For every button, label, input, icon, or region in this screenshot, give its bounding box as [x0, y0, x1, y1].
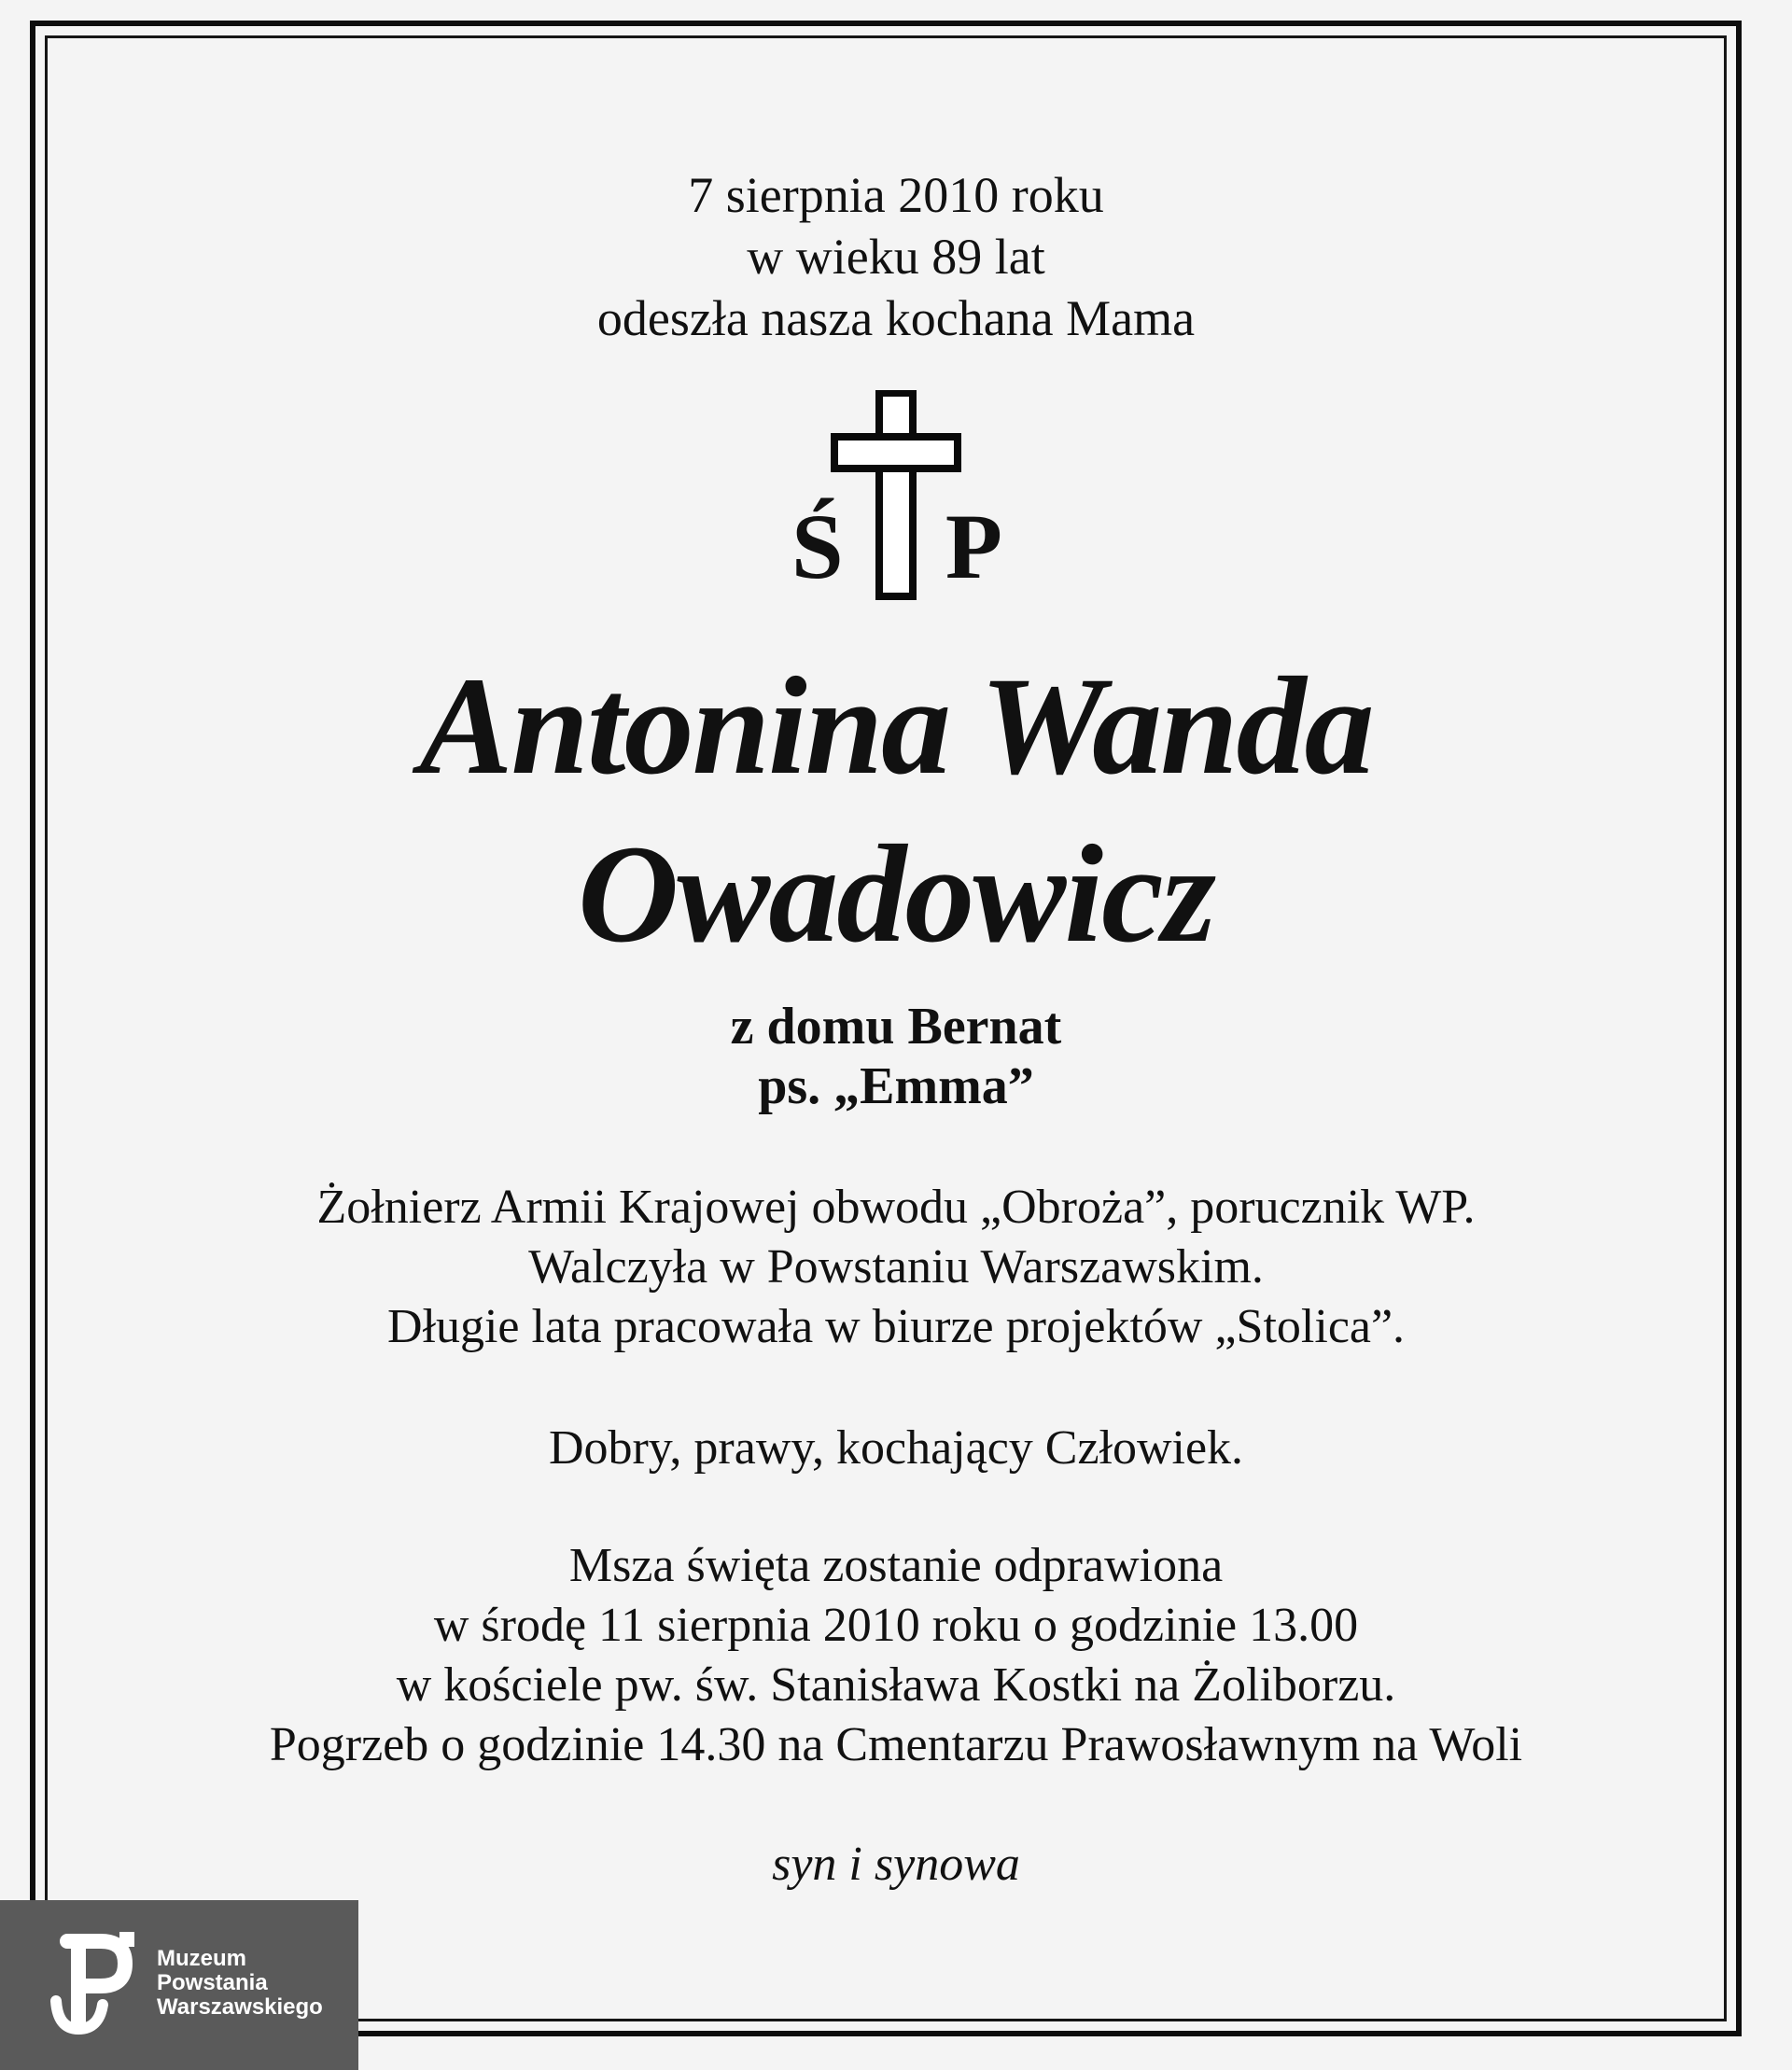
- sp-letter-p: P: [945, 495, 1002, 598]
- ceremony-line: w kościele pw. św. Stanisława Kostki na Żoliborzu.: [396, 1658, 1396, 1712]
- maiden-name: z domu Bernat: [730, 998, 1062, 1056]
- ceremony-line: Pogrzeb o godzinie 14.30 na Cmentarzu Prawosławnym na Woli: [269, 1718, 1523, 1771]
- tribute-line: Dobry, prawy, kochający Człowiek.: [548, 1421, 1244, 1475]
- latin-cross-icon: [831, 390, 961, 601]
- deceased-name-first: Antonina Wanda: [419, 649, 1373, 804]
- bio-line: Żołnierz Armii Krajowej obwodu „Obroża”, porucznik WP.: [316, 1181, 1476, 1234]
- museum-watermark: [0, 1900, 358, 2070]
- intro-date: 7 sierpnia 2010 roku: [688, 167, 1104, 223]
- intro-announcement: odeszła nasza kochana Mama: [596, 290, 1196, 346]
- sp-letter-s: Ś: [791, 495, 844, 598]
- bio-line: Długie lata pracowała w biurze projektów „Stolica”.: [386, 1300, 1406, 1353]
- ceremony-line: w środę 11 sierpnia 2010 roku o godzinie 13.00: [433, 1599, 1359, 1652]
- museum-name: [157, 1947, 323, 2020]
- ceremony-line: Msza święta zostanie odprawiona: [568, 1539, 1224, 1592]
- deceased-name-last: Owadowicz: [577, 817, 1215, 972]
- pseudonym: ps. „Emma”: [758, 1057, 1034, 1115]
- museum-name-line: Powstania: [157, 1970, 268, 1995]
- sp-cross-emblem: [784, 390, 1008, 605]
- intro-age: w wieku 89 lat: [747, 229, 1045, 285]
- signature: syn i synowa: [772, 1838, 1020, 1891]
- bio-line: Walczyła w Powstaniu Warszawskim.: [528, 1240, 1264, 1294]
- museum-name-line: Warszawskiego: [157, 1994, 323, 2020]
- polska-walczaca-anchor-icon: [47, 1932, 140, 2036]
- museum-name-line: Muzeum: [157, 1946, 246, 1971]
